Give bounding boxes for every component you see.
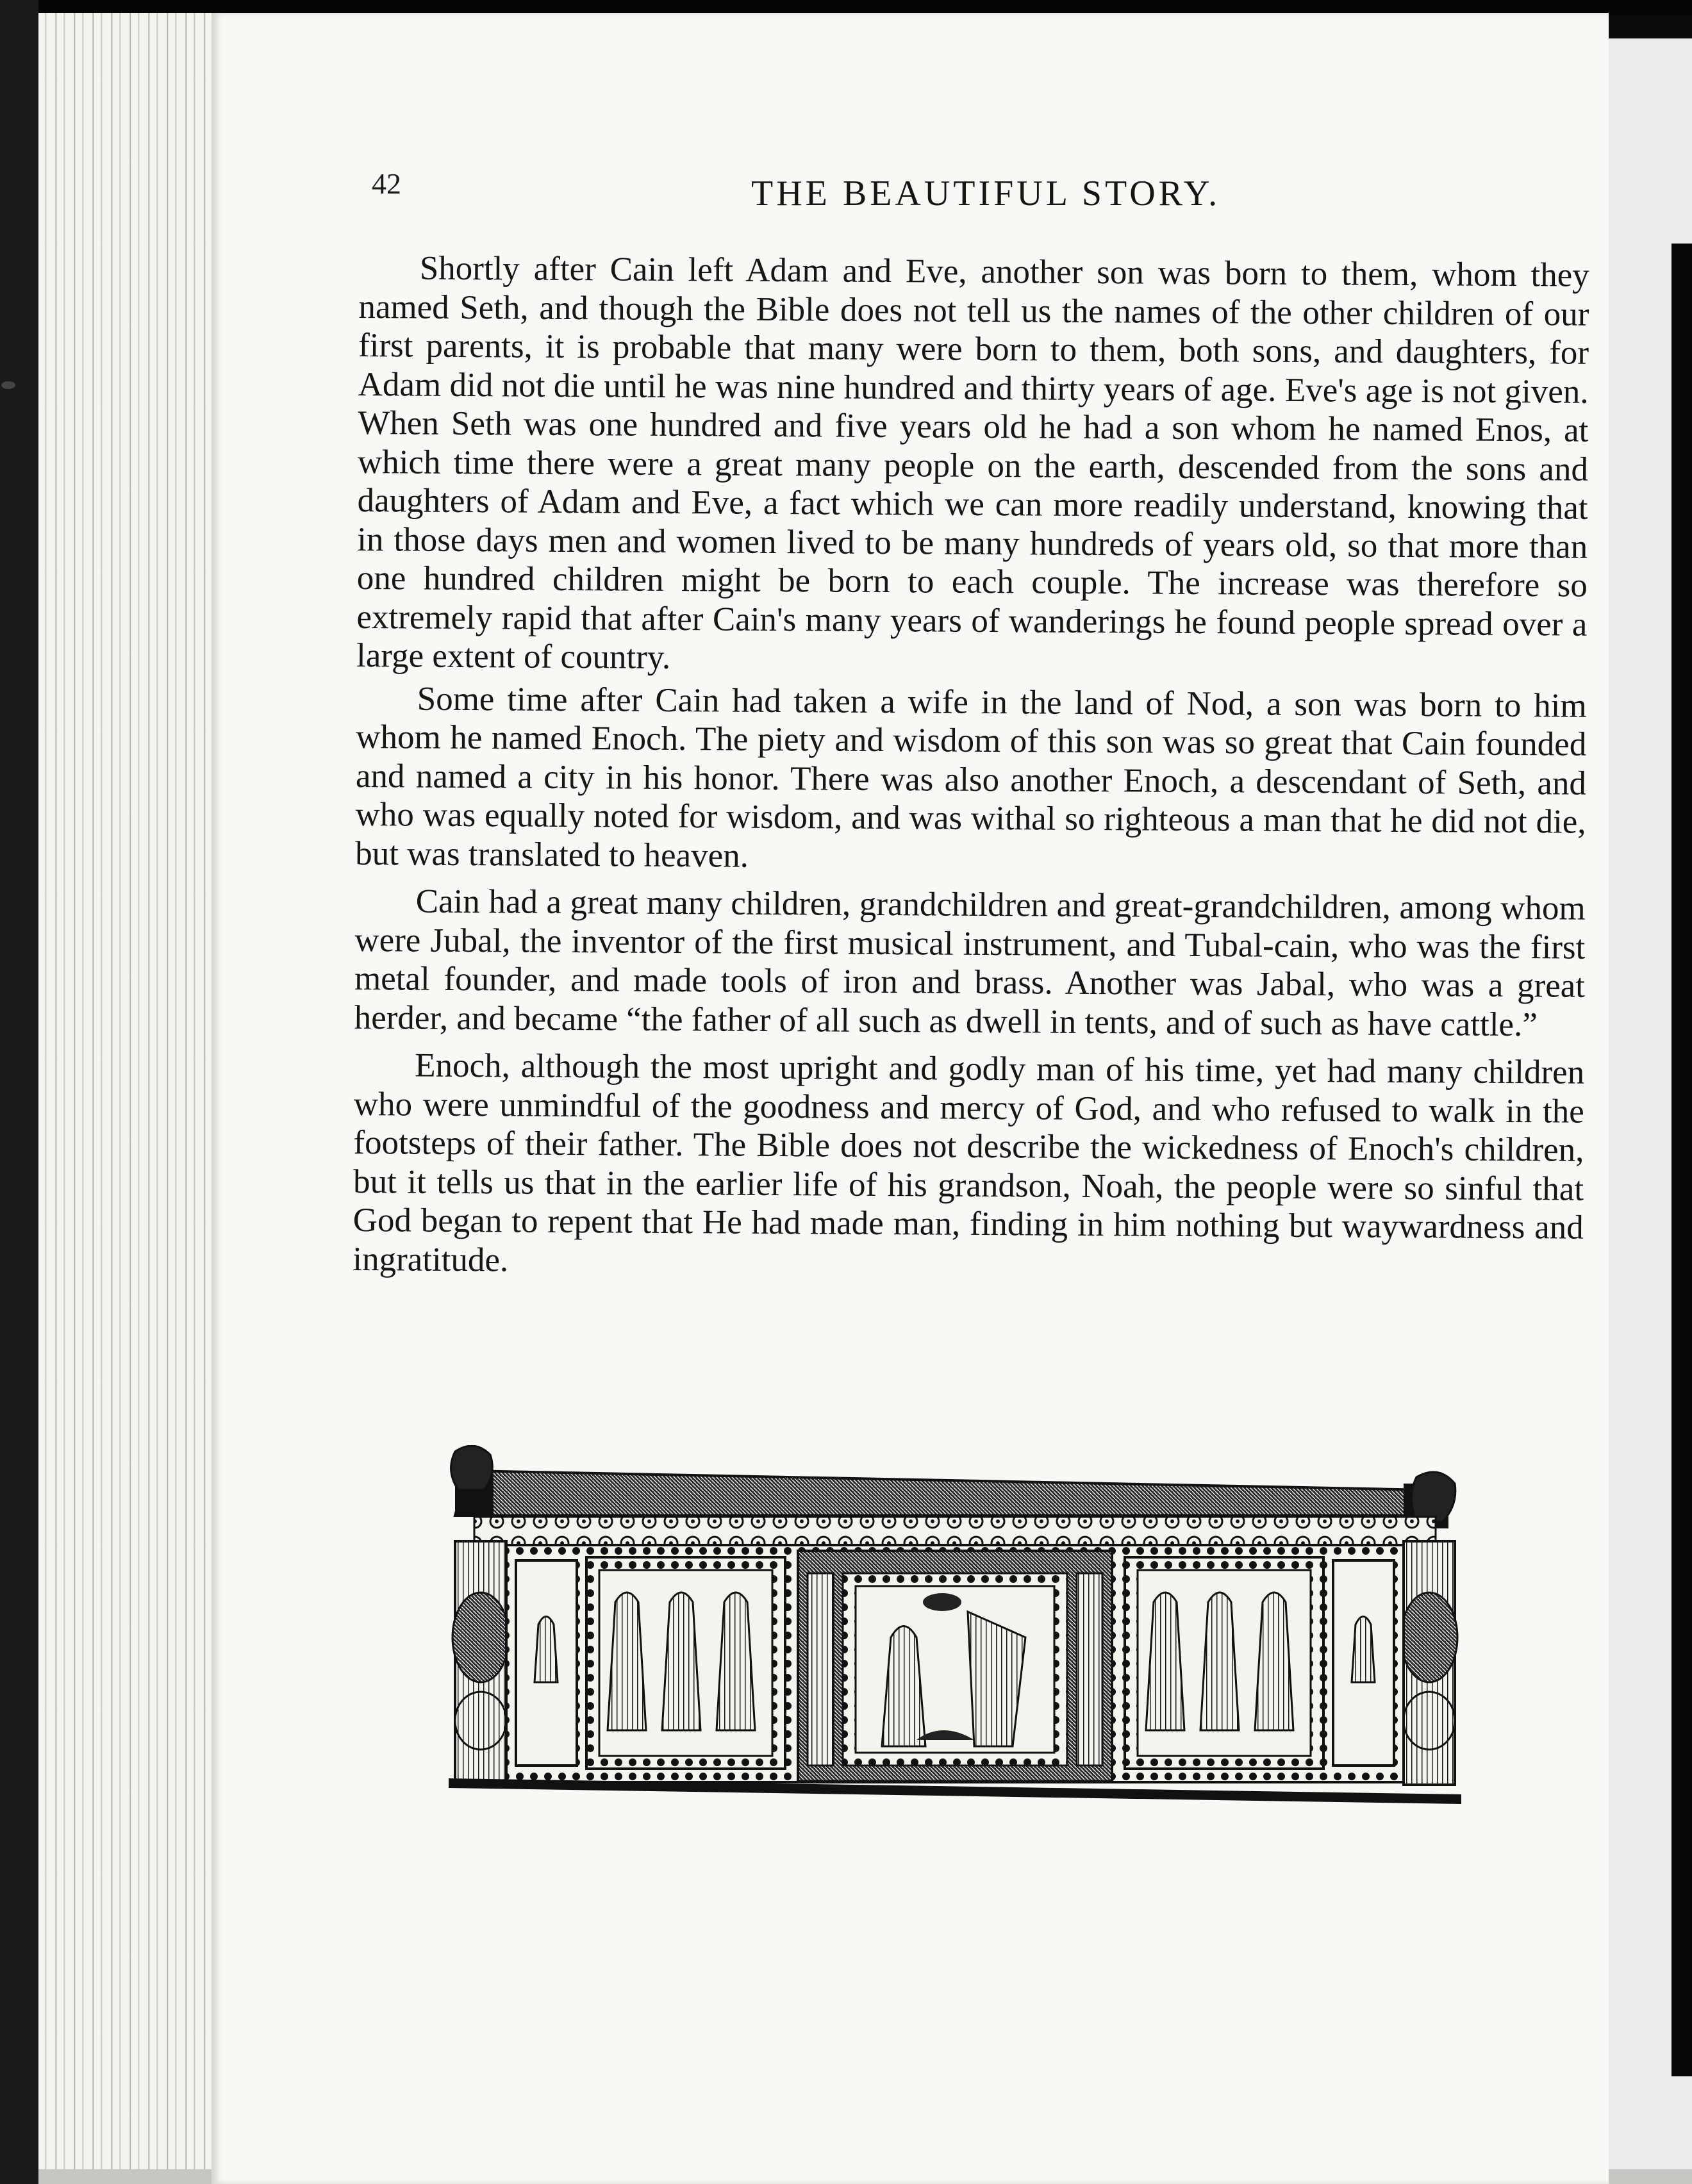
paragraph-enoch: Some time after Cain had taken a wife in the land of Nod, a son was born to him whom he named Enoch. The piety and wisdom of this son was so great that Cain founded and named a city in his honor. There was also another Enoch, a descendant of Seth, and who was equally noted for wisdom, and was withal so righteous a man that he did not die, but was translated to heaven. [355,680,1587,875]
paragraph-seth: Shortly after Cain left Adam and Eve, another son was born to them, whom they named Seth, and though the Bible does not tell us the names of the other children of our first parents, it is probable that many were born to them, both sons, and daughters, for Adam did not die until he was nine hundred and thirty years of age. Eve's age is not given. When Seth was one hundred and five years old he had a son whom he named Enos, at which time there were a great many people on the earth, descended from the sons and daughters of Adam and Eve, a fact which we can more readily understand, knowing that in those days men and women lived to be many hundreds of years old, so that more than one hundred children might be born to each couple. The increase was therefore so extremely rapid that after Cain's many years of wanderings he found people spread over a large extent of country. [356,249,1589,676]
paragraph-wickedness: Enoch, although the most upright and godly man of his time, yet had many children who were unmindful of the goodness and mercy of God, and who refused to walk in the footsteps of their father. The Bible does not describe the wickedness of Enoch's children, but it tells us that in the earlier life of his grandson, Noah, the people were so sinful that God began to repent that He had made man, finding in him nothing but waywardness and ingratitude. [352,1046,1585,1278]
page-number: 42 [372,167,401,200]
body-text [352,249,1589,1295]
scan-speck [1,381,15,389]
carved-panel-engraving [442,1445,1468,1804]
paragraph-cain-children: Cain had a great many children, grandchildren and great-grandchildren, among whom were Jubal, the inventor of the first musical instrument, and Tubal-cain, who was the first metal founder, and made tools of iron and brass. Another was Jabal, who was a great herder, and became “the father of all such as dwell in tents, and of such as have cattle.” [354,882,1586,1043]
running-head: THE BEAUTIFUL STORY. [751,174,1221,213]
scan-right-border [1671,244,1692,2076]
scan-left-border [0,0,38,2184]
page-stack-edges [38,13,231,2184]
